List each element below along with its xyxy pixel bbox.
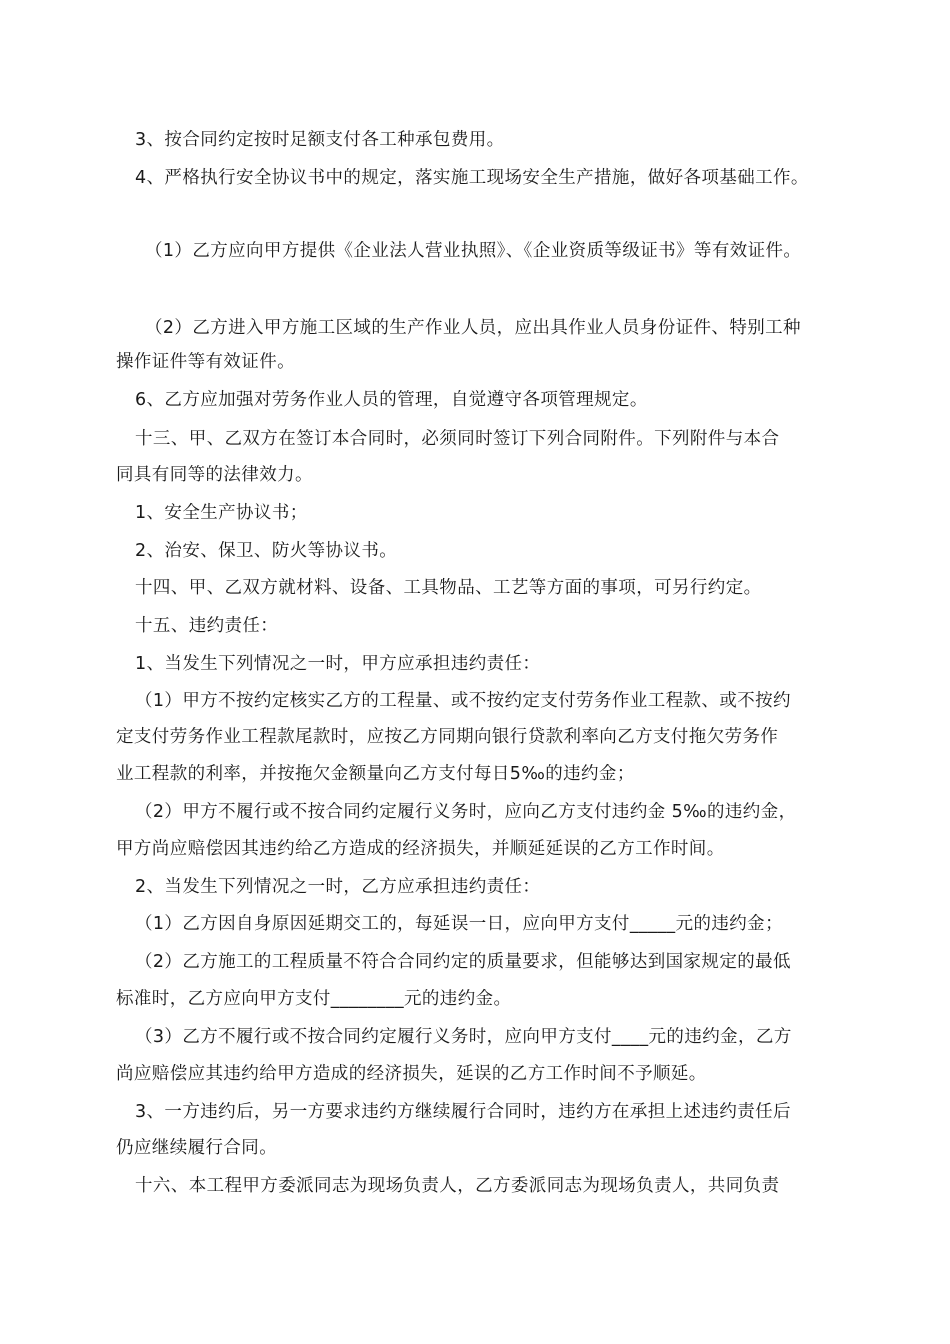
paragraph-line: （1）乙方因自身原因延期交工的，每延误一日，应向甲方支付_____元的违约金； <box>135 914 783 934</box>
paragraph-line: 3、按合同约定按时足额支付各工种承包费用。 <box>135 130 505 150</box>
paragraph-line: （2）甲方不履行或不按合同约定履行义务时，应向乙方支付违约金 5‰的违约金， <box>135 802 797 822</box>
paragraph-line: 十五、违约责任： <box>135 616 279 636</box>
paragraph-line: 十四、甲、乙双方就材料、设备、工具物品、工艺等方面的事项，可另行约定。 <box>135 578 762 598</box>
paragraph-line: 操作证件等有效证件。 <box>116 352 295 372</box>
paragraph-line: 4、严格执行安全协议书中的规定，落实施工现场安全生产措施，做好各项基础工作。 <box>135 168 809 188</box>
paragraph-line: 定支付劳务作业工程款尾款时，应按乙方同期向银行贷款利率向乙方支付拖欠劳务作 <box>116 727 779 747</box>
paragraph-line: （2）乙方进入甲方施工区域的生产作业人员，应出具作业人员身份证件、特别工种 <box>145 318 801 338</box>
paragraph-line: （2）乙方施工的工程质量不符合合同约定的质量要求，但能够达到国家规定的最低 <box>135 952 791 972</box>
paragraph-line: 同具有同等的法律效力。 <box>116 465 313 485</box>
paragraph-line: 1、安全生产协议书； <box>135 503 308 523</box>
paragraph-line: 2、当发生下列情况之一时，乙方应承担违约责任： <box>135 877 541 897</box>
paragraph-line: 甲方尚应赔偿因其违约给乙方造成的经济损失，并顺延延误的乙方工作时间。 <box>116 839 725 859</box>
paragraph-line: 6、乙方应加强对劳务作业人员的管理，自觉遵守各项管理规定。 <box>135 390 648 410</box>
paragraph-line: 2、治安、保卫、防火等协议书。 <box>135 541 398 561</box>
paragraph-line: （1）甲方不按约定核实乙方的工程量、或不按约定支付劳务作业工程款、或不按约 <box>135 691 791 711</box>
paragraph-line: 3、一方违约后，另一方要求违约方继续履行合同时，违约方在承担上述违约责任后 <box>135 1102 791 1122</box>
paragraph-line: 十六、本工程甲方委派同志为现场负责人，乙方委派同志为现场负责人，共同负责 <box>135 1176 780 1196</box>
paragraph-line: （3）乙方不履行或不按合同约定履行义务时，应向甲方支付____元的违约金，乙方 <box>135 1027 792 1047</box>
paragraph-line: 标准时，乙方应向甲方支付________元的违约金。 <box>116 989 512 1009</box>
paragraph-line: 1、当发生下列情况之一时，甲方应承担违约责任： <box>135 654 541 674</box>
paragraph-line: （1）乙方应向甲方提供《企业法人营业执照》、《企业资质等级证书》等有效证件。 <box>145 241 802 261</box>
paragraph-line: 仍应继续履行合同。 <box>116 1138 278 1158</box>
paragraph-line: 尚应赔偿应其违约给甲方造成的经济损失，延误的乙方工作时间不予顺延。 <box>116 1064 707 1084</box>
paragraph-line: 十三、甲、乙双方在签订本合同时，必须同时签订下列合同附件。下列附件与本合 <box>135 429 780 449</box>
paragraph-line: 业工程款的利率，并按拖欠金额量向乙方支付每日5‰的违约金； <box>116 764 635 784</box>
